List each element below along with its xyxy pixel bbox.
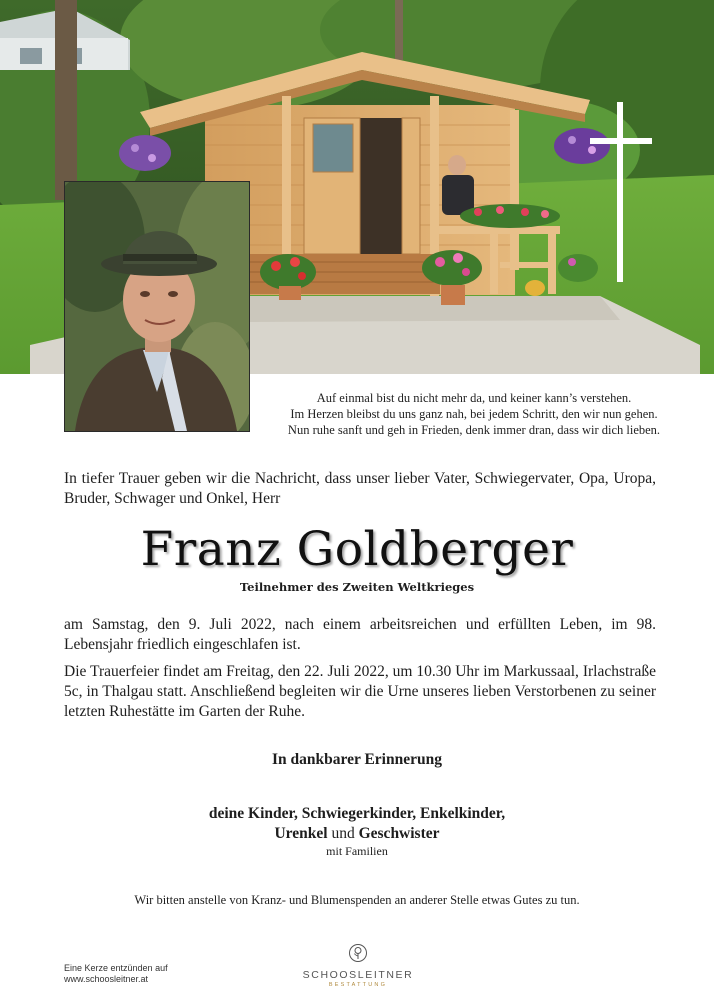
mourners-urenkel: Urenkel — [274, 825, 328, 842]
poem-line: Im Herzen bleibst du uns ganz nah, bei jedem Schritt, den wir nun gehen. — [290, 407, 658, 421]
mourners-families: mit Familien — [326, 844, 388, 858]
portrait-photo — [64, 181, 250, 432]
candle-link[interactable]: www.schoosleitner.at — [64, 974, 149, 984]
funeral-home-logo — [298, 943, 418, 988]
deceased-name: Franz Goldberger — [140, 522, 574, 577]
poem-line: Auf einmal bist du nicht mehr da, und keiner kann’s verstehen. — [316, 391, 632, 405]
poem-line: Nun ruhe sanft und geh in Frieden, denk immer dran, dass wir dich lieben. — [287, 423, 661, 437]
poem — [258, 390, 690, 438]
mourners-geschwister: Geschwister — [358, 825, 440, 842]
donation-request: Wir bitten anstelle von Kranz- und Blumenspenden an anderer Stelle etwas Gutes zu tun. — [134, 893, 580, 907]
memory-heading: In dankbarer Erinnerung — [272, 751, 442, 768]
candle-info — [64, 963, 168, 985]
rose-emblem-icon — [348, 943, 368, 963]
mourners — [0, 804, 714, 859]
mourners-line1: deine Kinder, Schwiegerkinder, Enkelkinder, — [208, 805, 506, 822]
mourners-und: und — [331, 825, 355, 842]
passing-text: am Samstag, den 9. Juli 2022, nach einem arbeitsreichen und erfüllten Leben, im 98. Lebensjahr friedlich eingeschlafen ist. — [64, 616, 656, 653]
logo-subtitle: BESTATTUNG — [328, 982, 388, 988]
funeral-service-text: Die Trauerfeier findet am Freitag, den 22. Juli 2022, um 10.30 Uhr im Markussaal, Irlachstraße 5c, in Thalgau statt. Anschließend begleiten wir die Urne unseres lieben Verstorbenen zu seiner letzten Ruhestätte im Garten der Ruhe. — [64, 663, 656, 720]
candle-text: Eine Kerze entzünden auf — [64, 963, 168, 973]
deceased-subtitle: Teilnehmer des Zweiten Weltkrieges — [239, 580, 475, 594]
announcement-intro: In tiefer Trauer geben wir die Nachricht, dass unser lieber Vater, Schwiegervater, Opa, Uropa, Bruder, Schwager und Onkel, Herr — [64, 470, 656, 507]
logo-name: SCHOOSLEITNER — [302, 969, 414, 981]
